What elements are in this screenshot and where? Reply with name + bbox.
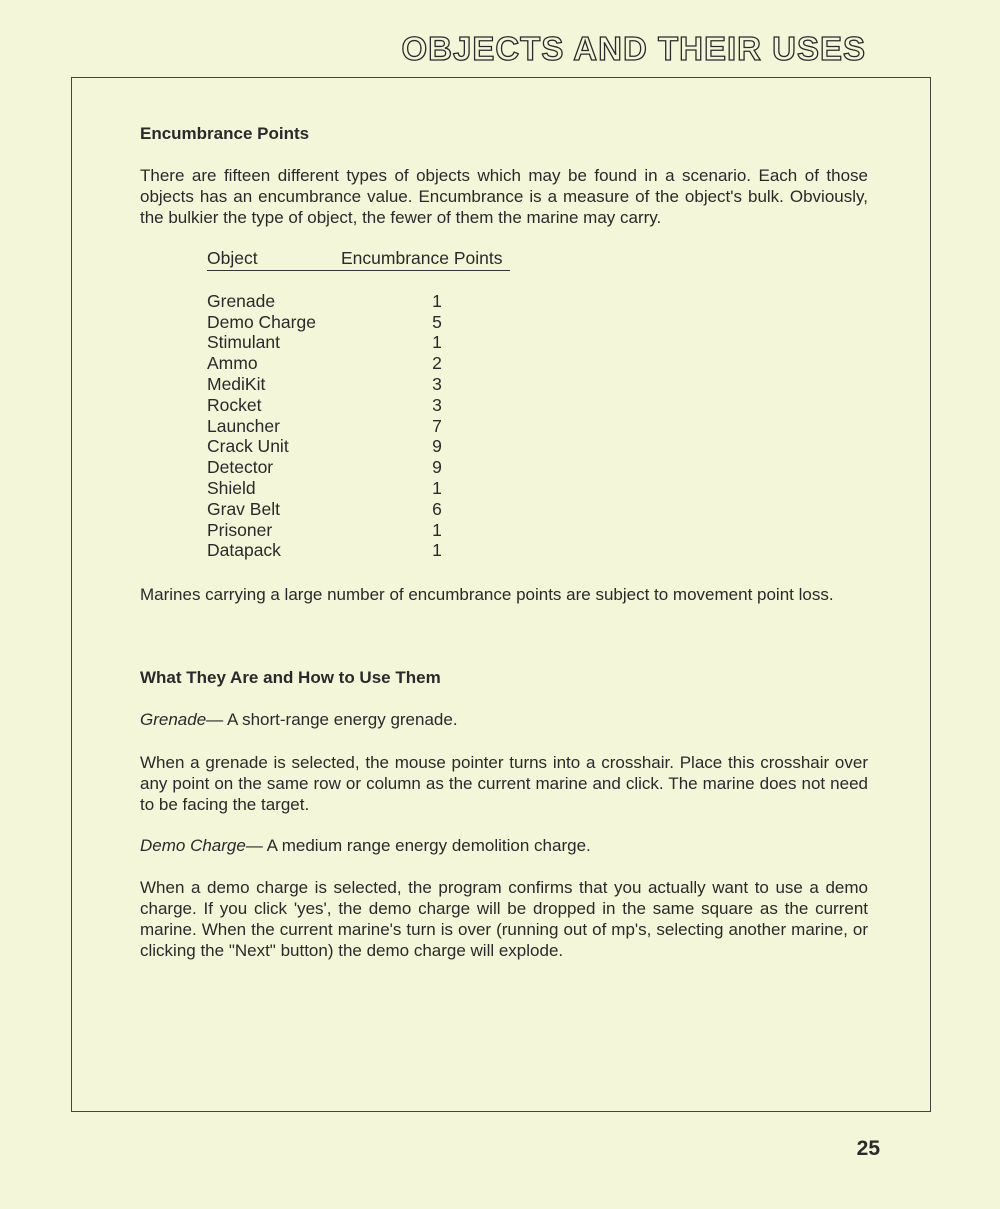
table-row bbox=[207, 312, 510, 333]
encumbrance-value: 1 bbox=[432, 332, 442, 353]
encumbrance-value: 1 bbox=[432, 519, 442, 540]
section-title: OBJECTS AND THEIR USES bbox=[401, 30, 866, 67]
encumbrance-value: 2 bbox=[432, 353, 442, 374]
grenade-def-text: — A short-range energy grenade. bbox=[206, 710, 458, 729]
table-row bbox=[207, 291, 510, 312]
encumbrance-note: Marines carrying a large number of encumbrance points are subject to movement point loss. bbox=[140, 585, 834, 604]
table-row bbox=[207, 520, 510, 541]
object-name: Datapack bbox=[207, 540, 281, 561]
encumbrance-value: 9 bbox=[432, 436, 442, 457]
object-name: Grav Belt bbox=[207, 498, 280, 519]
demo-body: When a demo charge is selected, the program confirms that you actually want to use a demo charge. If you click 'yes', the demo charge will be dropped in the same square as the current marine. When the current marine's turn is over (running out of mp's, selecting another marine, or clicking the "Next" button) the demo charge will explode. bbox=[140, 878, 868, 960]
grenade-definition-block bbox=[140, 709, 868, 730]
encumbrance-intro: There are fifteen different types of objects which may be found in a scenario. Each of those objects has an encumbrance value. Encumbrance is a measure of the object's bulk. Obviously, the bulkier the type of object, the fewer of them the marine may carry. bbox=[140, 166, 868, 227]
grenade-definition bbox=[140, 709, 868, 730]
demo-term: Demo Charge bbox=[140, 836, 246, 855]
encumbrance-value: 3 bbox=[432, 394, 442, 415]
encumbrance-value: 1 bbox=[432, 290, 442, 311]
encumbrance-value: 5 bbox=[432, 311, 442, 332]
section-usage bbox=[140, 667, 868, 688]
encumbrance-value: 1 bbox=[432, 477, 442, 498]
table-header bbox=[207, 248, 510, 271]
object-name: Launcher bbox=[207, 415, 280, 436]
encumbrance-value: 7 bbox=[432, 415, 442, 436]
table-row bbox=[207, 353, 510, 374]
encumbrance-value: 9 bbox=[432, 457, 442, 478]
object-name: Demo Charge bbox=[207, 311, 316, 332]
encumbrance-value: 3 bbox=[432, 373, 442, 394]
grenade-term: Grenade bbox=[140, 710, 207, 729]
object-name: Stimulant bbox=[207, 332, 280, 353]
object-name: Grenade bbox=[207, 290, 276, 311]
section-encumbrance bbox=[140, 123, 868, 144]
object-name: Shield bbox=[207, 477, 256, 498]
demo-definition-block bbox=[140, 835, 868, 856]
table-row bbox=[207, 395, 510, 416]
usage-heading: What They Are and How to Use Them bbox=[140, 668, 441, 687]
table-row bbox=[207, 332, 510, 353]
grenade-body-block bbox=[140, 752, 868, 815]
object-name: Crack Unit bbox=[207, 436, 289, 457]
object-name: Detector bbox=[207, 457, 274, 478]
encumbrance-value: 6 bbox=[432, 498, 442, 519]
object-name: Ammo bbox=[207, 353, 258, 374]
encumbrance-value: 1 bbox=[432, 540, 442, 561]
demo-body-block bbox=[140, 877, 868, 961]
after-table-block bbox=[140, 584, 868, 605]
column-header-object: Object bbox=[207, 248, 258, 268]
table-row bbox=[207, 457, 510, 478]
encumbrance-heading: Encumbrance Points bbox=[140, 124, 310, 143]
table-row bbox=[207, 416, 510, 437]
page-number: 25 bbox=[856, 1137, 880, 1160]
object-name: MediKit bbox=[207, 373, 266, 394]
table-row bbox=[207, 540, 510, 561]
object-name: Prisoner bbox=[207, 519, 273, 540]
table-body bbox=[207, 291, 510, 561]
object-name: Rocket bbox=[207, 394, 262, 415]
table-row bbox=[207, 436, 510, 457]
table-row bbox=[207, 499, 510, 520]
column-header-points: Encumbrance Points bbox=[341, 248, 503, 268]
encumbrance-table bbox=[207, 248, 510, 561]
demo-def-text: — A medium range energy demolition charge. bbox=[245, 836, 591, 855]
table-row bbox=[207, 478, 510, 499]
encumbrance-intro-block bbox=[140, 165, 868, 228]
demo-definition bbox=[140, 835, 868, 856]
grenade-body: When a grenade is selected, the mouse pointer turns into a crosshair. Place this crosshair over any point on the same row or column as the current marine and click. The marine does not need to be facing the target. bbox=[140, 753, 868, 814]
table-row bbox=[207, 374, 510, 395]
